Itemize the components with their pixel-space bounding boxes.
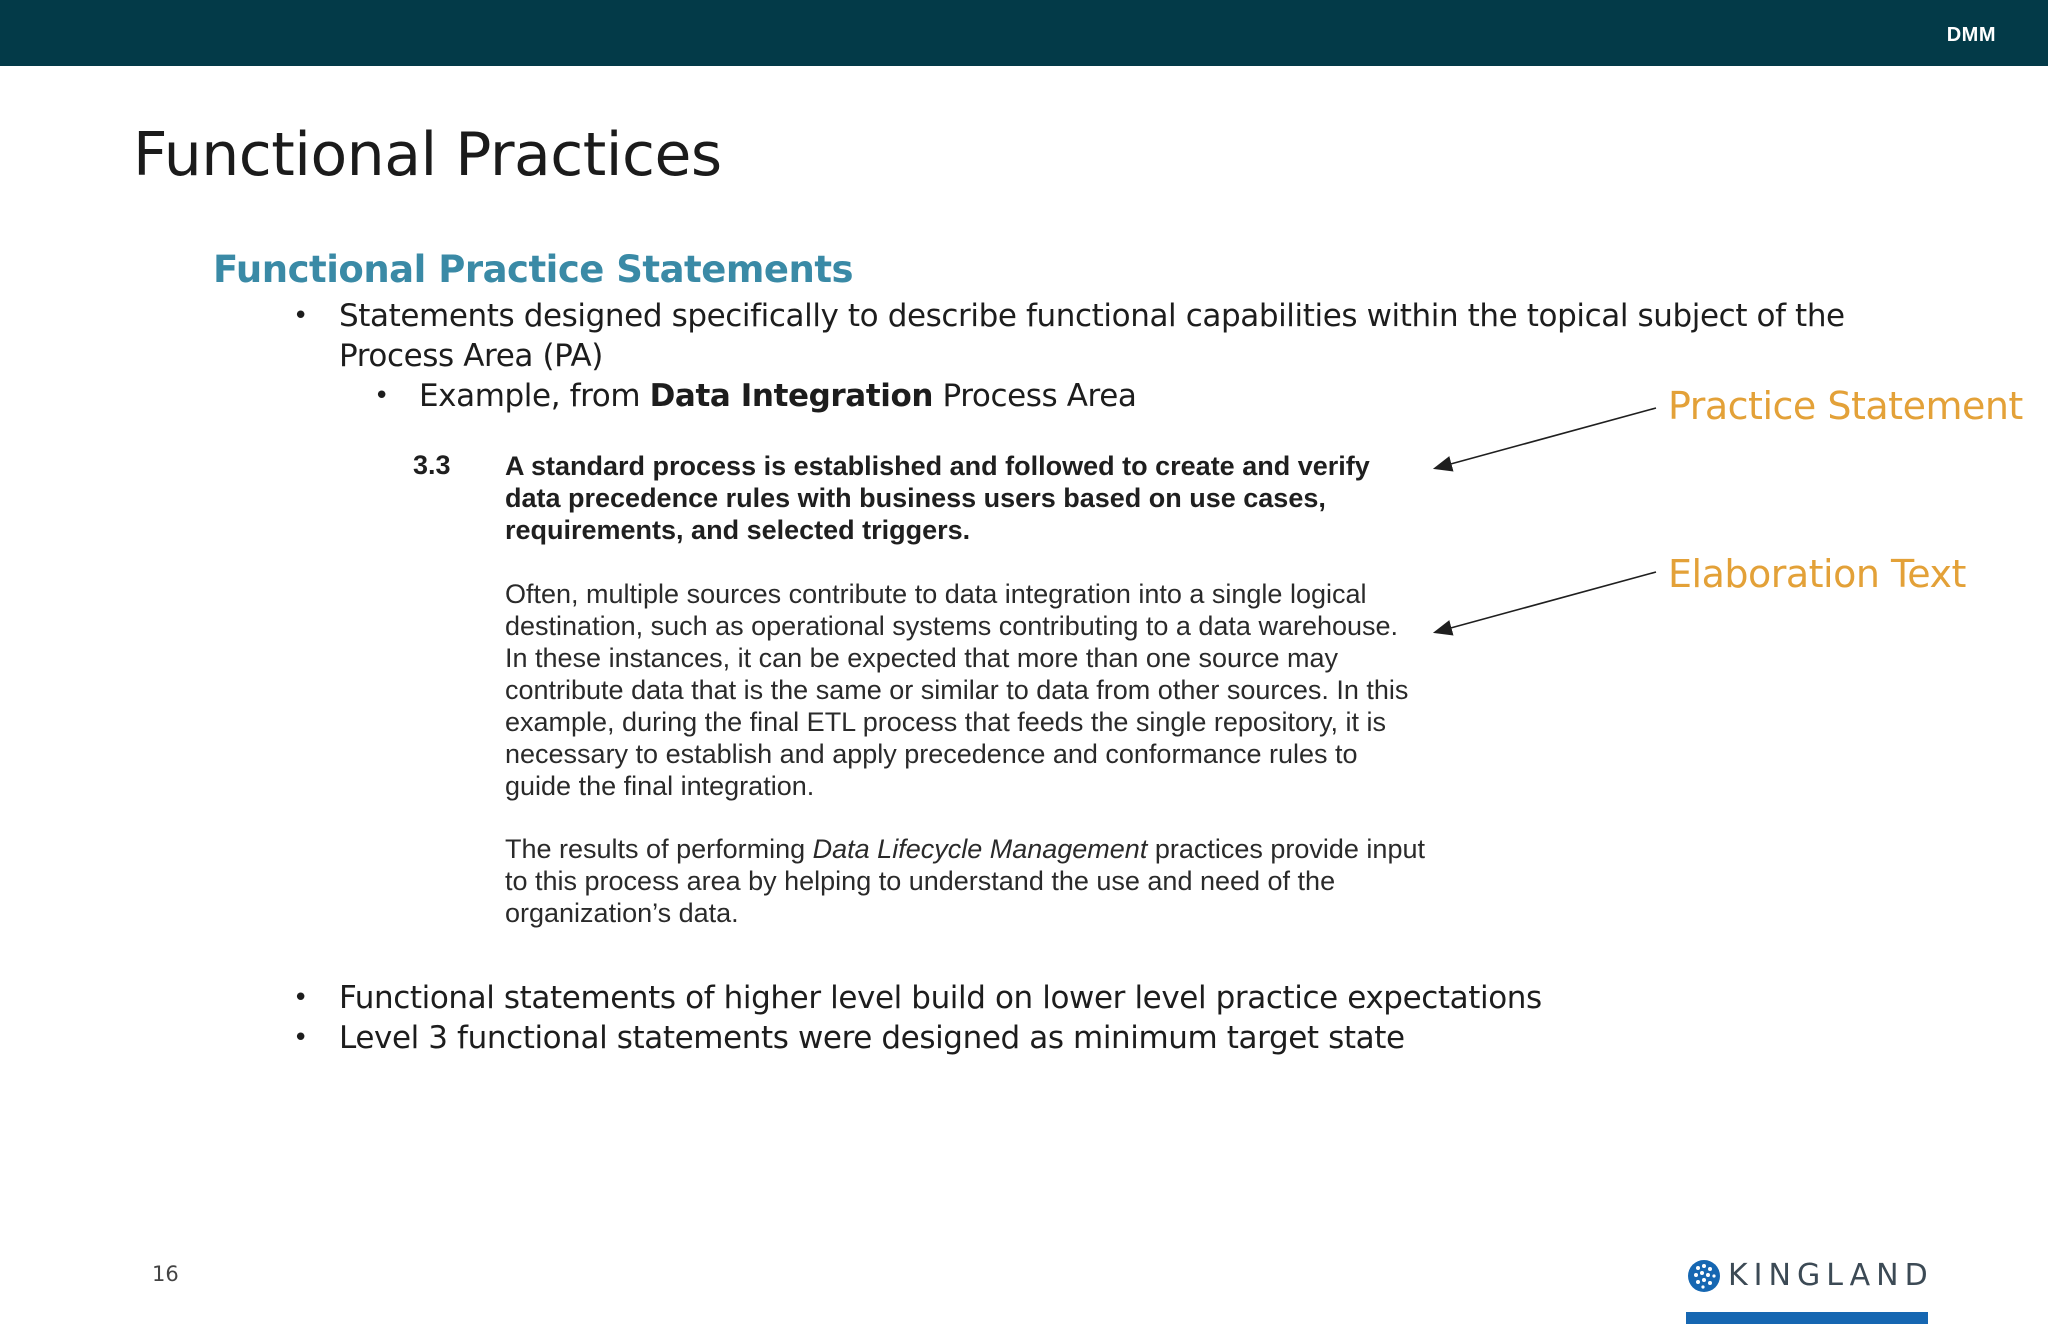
- bullet-higher-level: [293, 978, 1839, 1018]
- globe-icon: [1686, 1258, 1722, 1294]
- elaboration-arrow: [1436, 572, 1656, 632]
- bullet-text-suffix: Process Area: [933, 378, 1137, 414]
- section-subheading: Functional Practice Statements: [213, 248, 854, 291]
- kingland-logo: [1686, 1256, 1934, 1324]
- bullet-dot-icon: •: [293, 983, 308, 1013]
- bullet-dot-icon: •: [293, 301, 308, 331]
- para2-italic: Data Lifecycle Management: [812, 834, 1148, 864]
- bullet-text-bold: Data Integration: [649, 378, 934, 414]
- bullet-dot-icon: •: [293, 1023, 308, 1053]
- bullet-text-prefix: Example, from: [419, 378, 650, 414]
- elaboration-paragraph-1: Often, multiple sources contribute to data integration into a single logical destination, such as operational systems contributing to a data warehouse. In these instances, it can be expected that more than one source may contribute data that is the same or similar to data from other sources. In this example, during the final ETL process that feeds the single repository, it is necessary to establish and apply precedence and conformance rules to guide the final integration.: [505, 579, 1409, 801]
- logo-wordmark: KINGLAND: [1728, 1258, 1934, 1293]
- logo-underline-bar: [1686, 1312, 1928, 1324]
- practice-arrow: [1436, 408, 1656, 468]
- page-title: Functional Practices: [133, 120, 722, 190]
- para2-prefix: The results of performing: [505, 834, 813, 864]
- bullet-text: Level 3 functional statements were designed as minimum target state: [339, 1020, 1405, 1056]
- bullet-text: Functional statements of higher level build on lower level practice expectations: [339, 980, 1542, 1016]
- callout-practice-statement: Practice Statement: [1668, 384, 2023, 428]
- callout-elaboration-text: Elaboration Text: [1668, 552, 1966, 596]
- page-number: 16: [152, 1262, 179, 1286]
- bullet-dot-icon: •: [374, 381, 389, 411]
- bullet-text: Statements designed specifically to describe functional capabilities within the topical subject of the Process Area (PA): [339, 298, 1845, 374]
- practice-number: 3.3: [413, 450, 451, 480]
- practice-statement-text: A standard process is established and followed to create and verify data precedence rules with business users based on use cases, requirements, and selected triggers.: [505, 451, 1370, 545]
- bullet-level-3: [293, 1018, 1839, 1058]
- para2-suffix: practices provide input to this process area by helping to understand the use and need of the organization’s data.: [505, 834, 1425, 928]
- header-tag: DMM: [1946, 24, 1996, 46]
